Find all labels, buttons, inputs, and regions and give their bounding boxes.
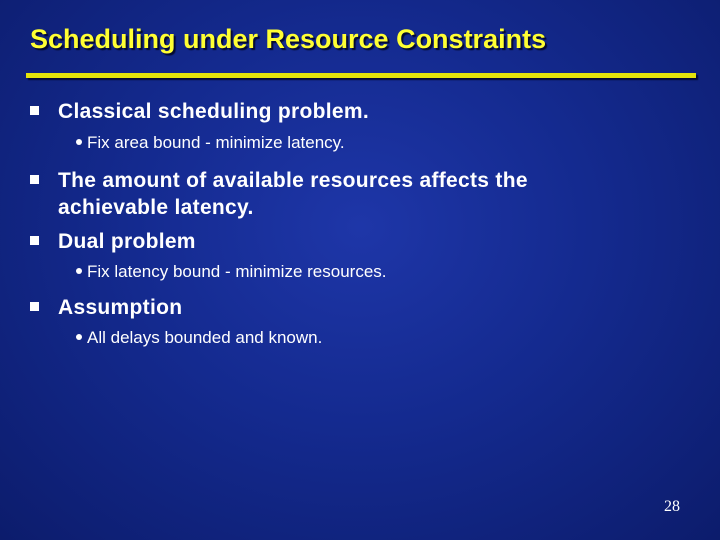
bullet-text: The amount of available resources affects the achievable latency. <box>58 169 528 219</box>
sub-bullet-text: Fix latency bound - minimize resources. <box>87 262 387 281</box>
square-bullet-icon <box>30 175 39 184</box>
square-bullet-icon <box>30 236 39 245</box>
round-bullet-icon <box>76 139 82 145</box>
bullet-text: Classical scheduling problem. <box>58 100 369 123</box>
round-bullet-icon <box>76 268 82 274</box>
sub-bullet-text: All delays bounded and known. <box>87 328 323 347</box>
square-bullet-icon <box>30 302 39 311</box>
bullet-text: Assumption <box>58 296 183 319</box>
title-underline <box>26 73 696 78</box>
page-number: 28 <box>664 498 680 515</box>
sub-bullet-text: Fix area bound - minimize latency. <box>87 133 345 152</box>
square-bullet-icon <box>30 106 39 115</box>
bullet-text: Dual problem <box>58 230 196 253</box>
round-bullet-icon <box>76 334 82 340</box>
slide-title: Scheduling under Resource Constraints <box>30 24 547 54</box>
